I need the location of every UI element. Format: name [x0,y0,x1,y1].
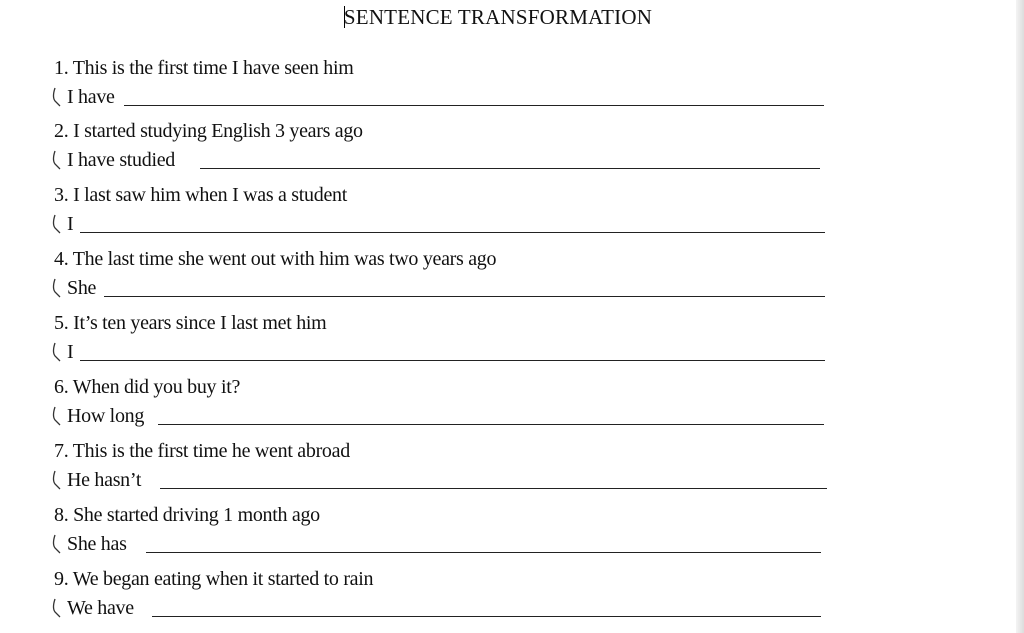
answer-blank-line[interactable] [158,424,824,425]
bracket-mark-icon [51,534,61,554]
answer-row [54,402,834,434]
answer-starter: I [67,213,74,235]
answer-starter: How long [67,405,145,427]
question-text: 7. This is the first time he went abroad [54,440,350,462]
question-text: 8. She started driving 1 month ago [54,504,320,526]
exercise-item-2 [54,116,834,178]
question-text: 5. It’s ten years since I last met him [54,312,327,334]
answer-blank-line[interactable] [200,168,820,169]
answer-row [54,338,834,370]
bracket-mark-icon [51,598,61,618]
answer-starter: I have [67,86,115,108]
answer-starter: She has [67,533,127,555]
bracket-mark-icon [51,150,61,170]
exercise-item-5 [54,308,834,370]
window-edge [1016,0,1024,633]
exercise-item-8 [54,500,834,562]
answer-row [54,466,834,498]
question-text: 4. The last time she went out with him was two years ago [54,248,497,270]
answer-row [54,594,834,626]
answer-row [54,274,834,306]
answer-row [54,210,834,242]
answer-row [54,146,834,178]
bracket-mark-icon [51,470,61,490]
answer-starter: I [67,341,74,363]
question-text: 3. I last saw him when I was a student [54,184,347,206]
answer-row [54,530,834,562]
answer-starter: I have studied [67,149,175,171]
answer-row [54,83,834,115]
answer-blank-line[interactable] [146,552,821,553]
answer-starter: We have [67,597,134,619]
bracket-mark-icon [51,342,61,362]
page-title: SENTENCE TRANSFORMATION [343,5,653,29]
exercise-item-7 [54,436,834,498]
answer-blank-line[interactable] [104,296,825,297]
question-text: 6. When did you buy it? [54,376,241,398]
answer-blank-line[interactable] [80,232,825,233]
answer-blank-line[interactable] [160,488,827,489]
exercise-item-6 [54,372,834,434]
exercise-item-4 [54,244,834,306]
exercise-item-9 [54,564,834,626]
answer-starter: She [67,277,97,299]
answer-blank-line[interactable] [124,105,824,106]
bracket-mark-icon [51,214,61,234]
question-text: 2. I started studying English 3 years ago [54,120,363,142]
bracket-mark-icon [51,278,61,298]
exercise-item-3 [54,180,834,242]
bracket-mark-icon [51,406,61,426]
question-text: 9. We began eating when it started to rain [54,568,374,590]
exercise-item-1 [54,53,834,115]
answer-blank-line[interactable] [80,360,825,361]
answer-blank-line[interactable] [152,616,821,617]
answer-starter: He hasn’t [67,469,142,491]
question-text: 1. This is the first time I have seen him [54,57,354,79]
bracket-mark-icon [51,87,61,107]
